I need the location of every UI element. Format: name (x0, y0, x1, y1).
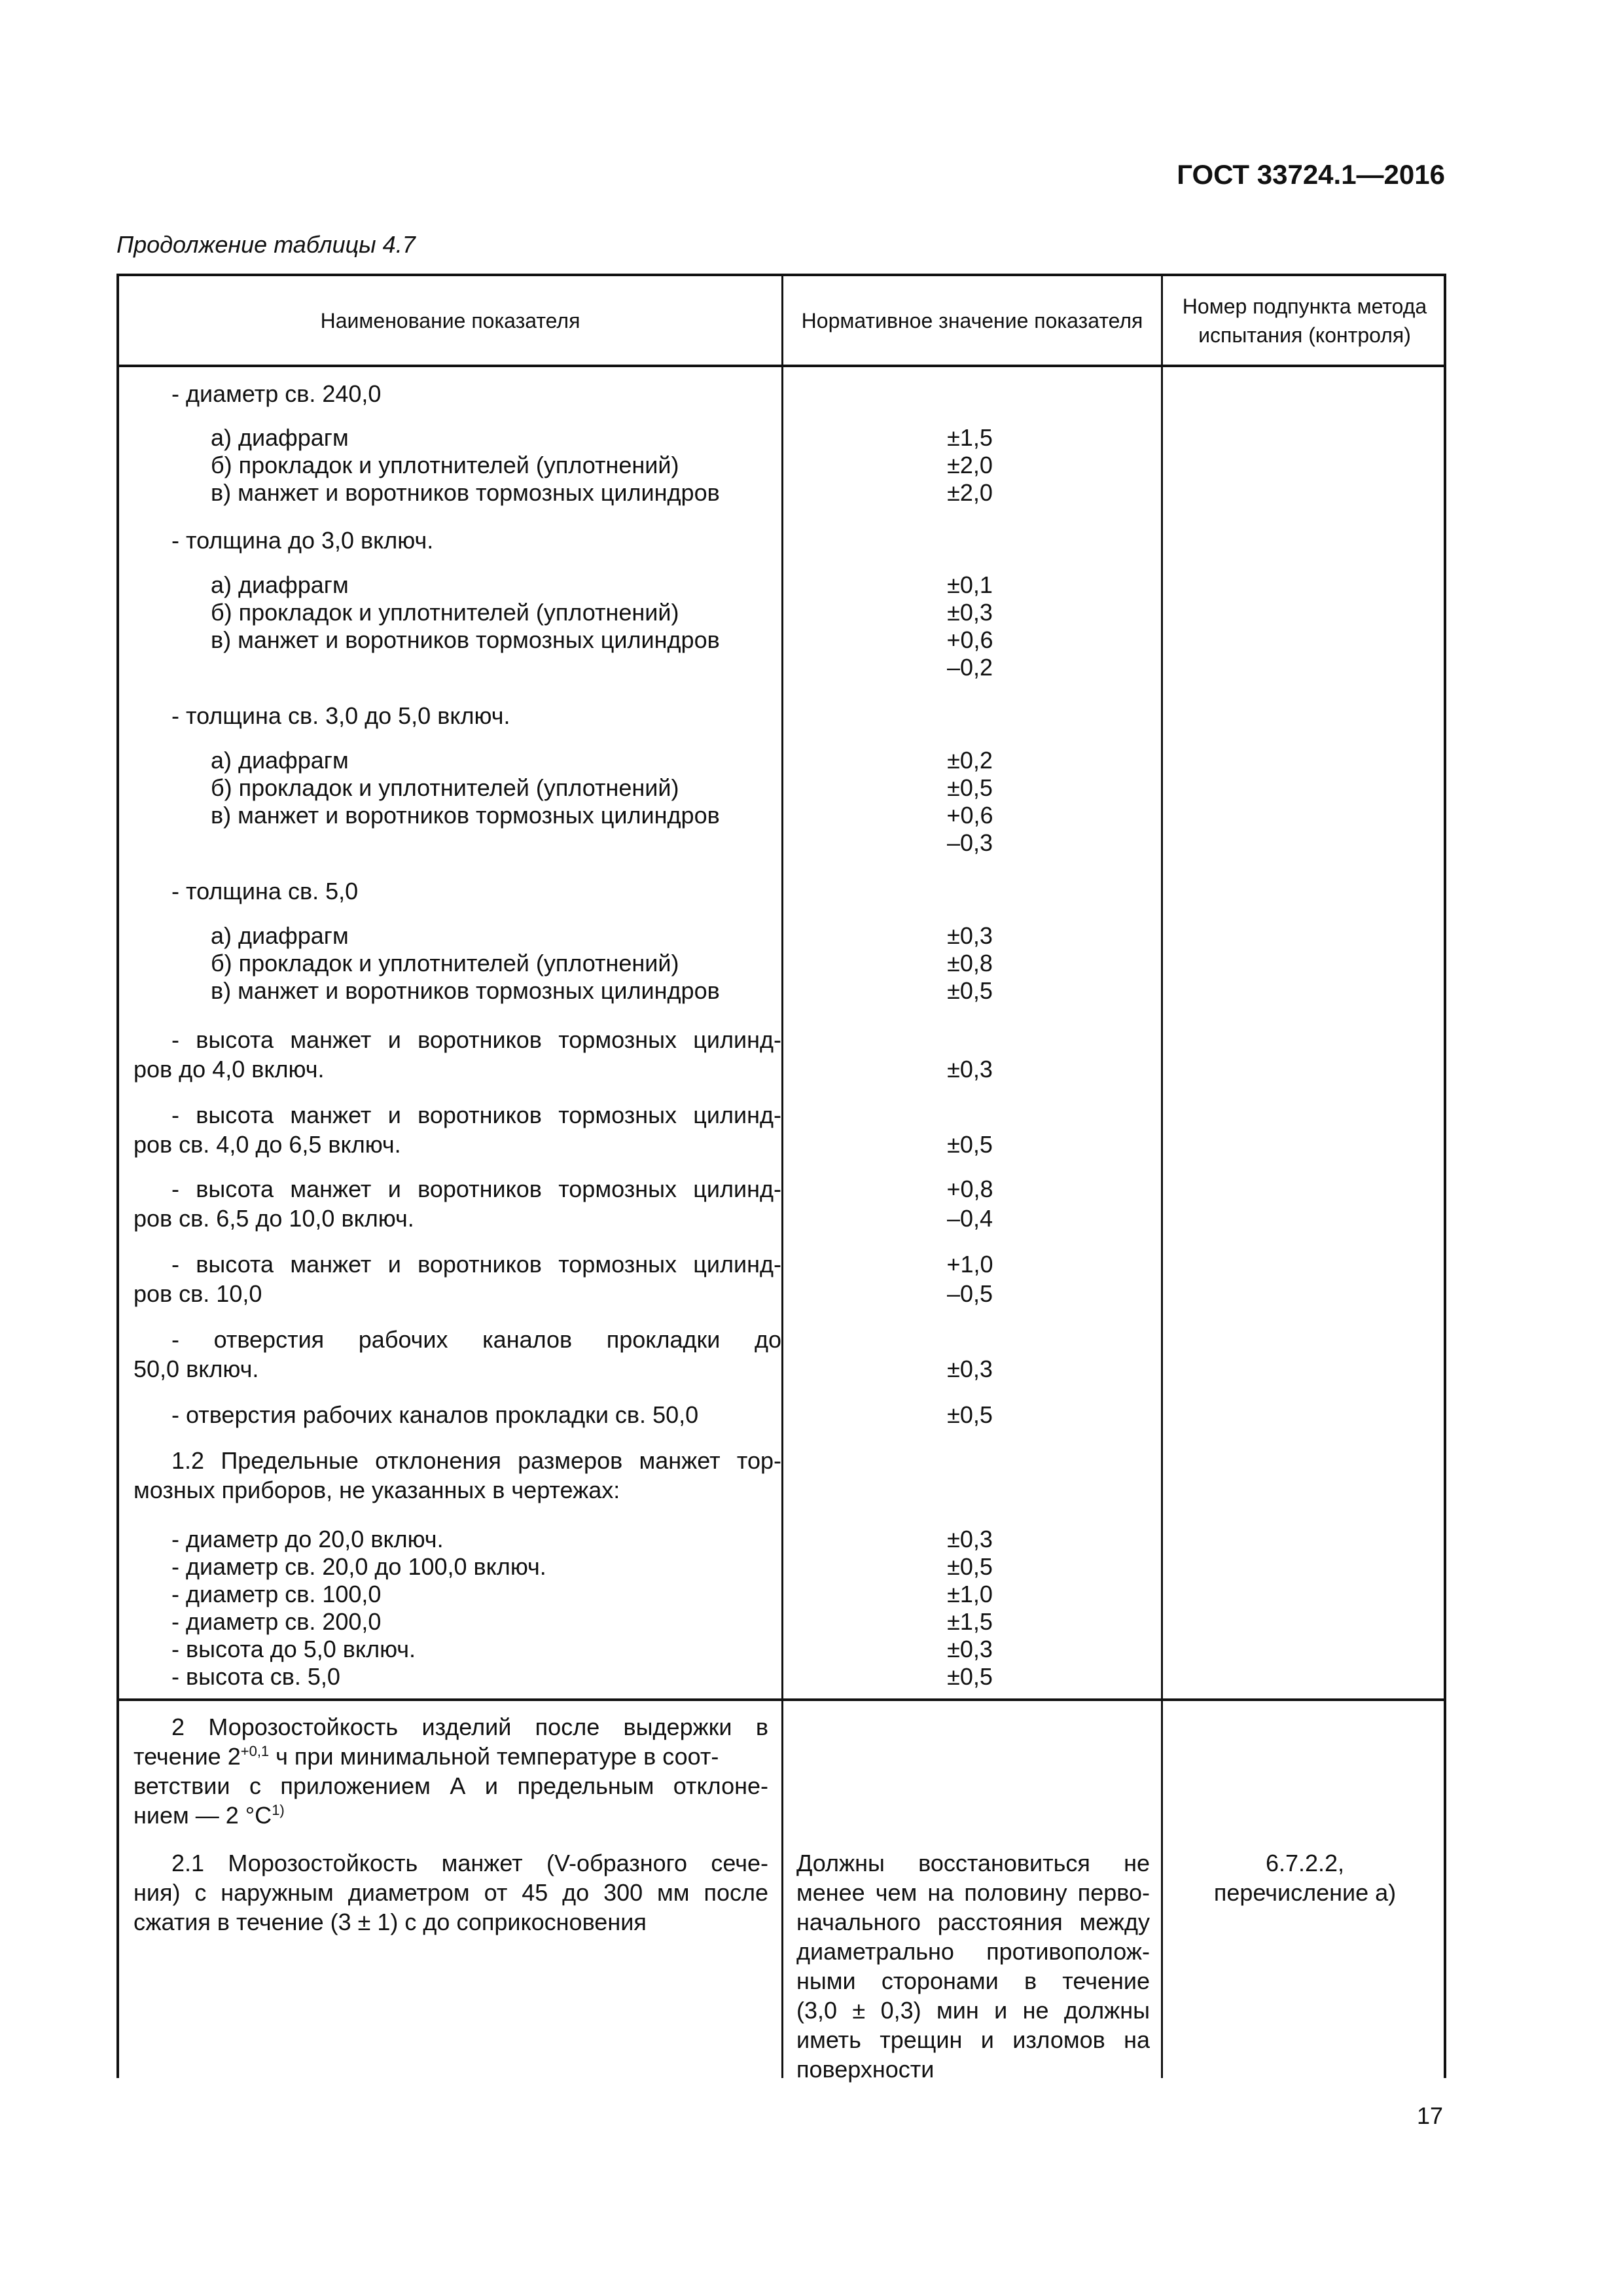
list-item: - диаметр св. 20,0 до 100,0 включ. (171, 1553, 546, 1580)
row-label: - отверстия рабочих каналов прокладки до (171, 1326, 781, 1353)
section-heading: 1.2 Предельные отклонения размеров манжет тор- (171, 1447, 781, 1474)
norm-value: ±0,2 (947, 747, 993, 774)
norm-value: ±0,3 (947, 599, 993, 626)
page-number: 17 (1416, 2102, 1443, 2129)
norm-value: ±2,0 (947, 452, 993, 478)
norm-text: начального расстояния между (796, 1909, 1150, 1935)
list-item: - высота св. 5,0 (171, 1663, 340, 1690)
row-label: 50,0 включ. (134, 1355, 259, 1382)
row-label: - высота манжет и воротников тормозных цилинд- (171, 1026, 781, 1053)
norm-text: поверхности (796, 2056, 935, 2083)
row-label: ров св. 4,0 до 6,5 включ. (134, 1131, 401, 1158)
norm-value: +0,6 (946, 802, 993, 829)
list-item: - высота до 5,0 включ. (171, 1636, 416, 1662)
norm-value: ±0,3 (947, 1355, 993, 1382)
row-item: в) манжет и воротников тормозных цилиндров (211, 802, 720, 829)
row-item: в) манжет и воротников тормозных цилиндров (211, 626, 720, 653)
row-divider (119, 1698, 1444, 1701)
row-item: а) диафрагм (211, 922, 349, 949)
row-label: - толщина св. 3,0 до 5,0 включ. (171, 702, 510, 729)
section-heading: ветствии с приложением А и предельным отклоне- (134, 1772, 768, 1799)
row-item: а) диафрагм (211, 571, 349, 598)
section-heading: мозных приборов, не указанных в чертежах: (134, 1477, 620, 1503)
header-divider (119, 365, 1444, 367)
row-label: ров до 4,0 включ. (134, 1056, 325, 1083)
list-item: - диаметр св. 100,0 (171, 1581, 382, 1607)
norm-value: ±0,5 (947, 1663, 993, 1690)
norm-value: ±0,5 (947, 1401, 993, 1428)
indicators-table (116, 274, 1446, 2083)
norm-value: –0,2 (946, 654, 993, 681)
norm-value: ±0,5 (947, 1131, 993, 1158)
table-caption: Продолжение таблицы 4.7 (116, 231, 416, 258)
norm-value: +1,0 (946, 1251, 993, 1278)
norm-value: ±0,3 (947, 1636, 993, 1662)
row-label: ров св. 6,5 до 10,0 включ. (134, 1205, 414, 1232)
norm-value: ±0,1 (947, 571, 993, 598)
method-reference: перечисление а) (1213, 1879, 1397, 1906)
column-divider (1161, 276, 1163, 2078)
row-label: ния) с наружным диаметром от 45 до 300 мм после (134, 1879, 768, 1906)
column-header-name: Наименование показателя (320, 308, 580, 332)
row-item: а) диафрагм (211, 747, 349, 774)
row-item: б) прокладок и уплотнителей (уплотнений) (211, 774, 679, 801)
norm-text: иметь трещин и изломов на (796, 2026, 1150, 2053)
norm-value: ±0,3 (947, 1056, 993, 1083)
method-reference: 6.7.2.2, (1265, 1850, 1345, 1876)
standard-designation: ГОСТ 33724.1—2016 (1177, 159, 1445, 190)
norm-value: ±0,5 (947, 977, 993, 1004)
norm-value: ±0,5 (947, 774, 993, 801)
norm-value: –0,5 (946, 1280, 993, 1307)
row-label: - высота манжет и воротников тормозных цилинд- (171, 1102, 781, 1128)
norm-text: (3,0 ± 0,3) мин и не должны (796, 1997, 1150, 2024)
list-item: - диаметр до 20,0 включ. (171, 1526, 444, 1552)
norm-value: ±2,0 (947, 479, 993, 506)
row-label: - толщина до 3,0 включ. (171, 527, 434, 554)
row-label: - отверстия рабочих каналов прокладки св. 50,0 (171, 1401, 699, 1428)
section-heading: 2 Морозостойкость изделий после выдержки в (171, 1713, 768, 1740)
row-item: в) манжет и воротников тормозных цилиндров (211, 479, 720, 506)
norm-value: –0,4 (946, 1205, 993, 1232)
norm-value: +0,6 (946, 626, 993, 653)
norm-text: ными сторонами в течение (796, 1967, 1150, 1994)
list-item: - диаметр св. 200,0 (171, 1608, 382, 1635)
section-heading: течение $2^{+0,1}$ ч при минимальной температуре в соот- (134, 1743, 719, 1770)
norm-value: ±1,5 (947, 1608, 993, 1635)
row-label: сжатия в течение (3 ± 1) с до соприкосновения (134, 1909, 647, 1935)
row-item: б) прокладок и уплотнителей (уплотнений) (211, 452, 679, 478)
norm-value: ±1,0 (947, 1581, 993, 1607)
norm-value: ±0,5 (947, 1553, 993, 1580)
row-item: в) манжет и воротников тормозных цилиндров (211, 977, 720, 1004)
norm-value: ±1,5 (947, 424, 993, 451)
norm-value: ±0,3 (947, 922, 993, 949)
column-header-method: Номер подпункта метода испытания (контроля) (1182, 294, 1427, 347)
row-item: б) прокладок и уплотнителей (уплотнений) (211, 599, 679, 626)
row-item: а) диафрагм (211, 424, 349, 451)
norm-value: ±0,3 (947, 1526, 993, 1552)
column-header-norm: Нормативное значение показателя (801, 308, 1143, 332)
section-heading: нием — 2 $^\circ С^{1)}$ (134, 1802, 285, 1829)
norm-text: диаметрально противополож- (796, 1938, 1150, 1965)
row-item: б) прокладок и уплотнителей (уплотнений) (211, 950, 679, 977)
row-label: - высота манжет и воротников тормозных цилинд- (171, 1251, 781, 1278)
norm-value: +0,8 (946, 1175, 993, 1202)
row-label: - высота манжет и воротников тормозных цилинд- (171, 1175, 781, 1202)
norm-value: ±0,8 (947, 950, 993, 977)
row-label: ров св. 10,0 (134, 1280, 262, 1307)
row-label: - толщина св. 5,0 (171, 878, 359, 905)
norm-value: –0,3 (946, 829, 993, 856)
norm-text: менее чем на половину перво- (796, 1879, 1150, 1906)
row-label: 2.1 Морозостойкость манжет (V-образного сече- (171, 1850, 768, 1876)
row-label: - диаметр св. 240,0 (171, 380, 382, 407)
norm-text: Должны восстановиться не (796, 1850, 1150, 1876)
